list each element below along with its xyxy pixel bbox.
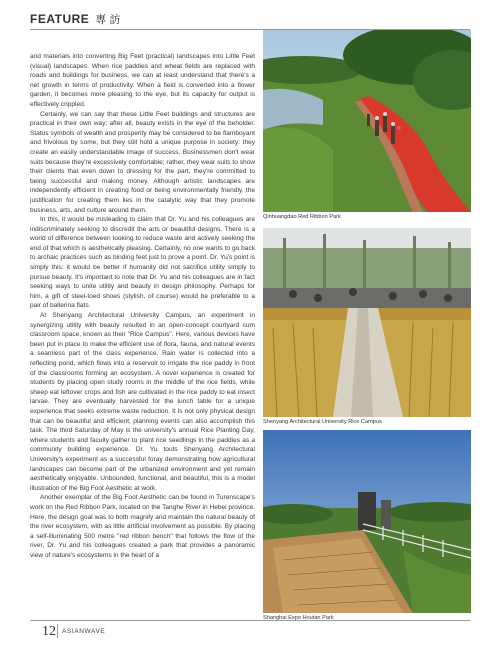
article-body <box>30 52 255 617</box>
article-paragraph: Another exemplar of the Big Foot Aesthetic can be found in Turenscape's work on the Red Ribbon Park, located on the Tanghe River in Hebei province. Here, the design goal was to both magnify and maintain the natural beauty of the river ecosystem, with as little artificial involvement as possible. By placing a self-illuminating 500 metre "red ribbon bench" that follows the flow of the river, Dr. Yu and his colleagues created a park that provides a panoramic view of nature's ecosystems in the heart of a <box>30 494 255 559</box>
article-paragraph: and materials into converting Big Feet (practical) landscapes into Little Feet (visual) landscapes. When rice paddies and wheat fields are replaced with roads and buildings for business, we can at least understand that there's a net growth in terms of productivity. When a field is converted into a flower garden, it becomes more pleasing to the eye, but its capacity for output is effectively crippled. <box>30 53 255 108</box>
photo-rice-campus <box>263 228 471 417</box>
section-label: FEATURE <box>30 12 90 26</box>
article-paragraph: Certainly, we can say that these Little Feet buildings and structures are practical in their own way; after all, beauty exists in the eye of the beholder. Status symbols of wealth and prosperity may be considered to be flamboyant and frivolous by some, but they still hold a unique purpose in society: they create an easily understandable image of success. Businessmen don't wear suits because they're excessively comfortable; rather, they wear suits to show their clients that even down to dressing for the part, they're committed to being successful and making money. Although artistic landscapes are independently efficient in creating food or being environmentally friendly, the justification for creating them lies in the catalytic way that they promote business, arts, and culture around them. <box>30 110 255 214</box>
photo-caption: Shanghai Expo Houtan Park <box>263 615 334 621</box>
photo-red-ribbon-park <box>263 30 471 212</box>
houtan-park-image <box>263 430 471 613</box>
article-paragraph: At Shenyang Architectural University Campus, an experiment in synergizing utility with beauty resulted in an open-concept courtyard cum classroom space, known as their "Rice Campus". Here, various devices have been put in place to make the efficient use of flora, fauna, and natural events a seamless part of the class experience. Rain water is collected into a reflecting pond, which flows into a reservoir to irrigate the rice paddy in front of the classrooms forming an ecosystem. A novel experience is created for students by placing open study rooms in the middle of the rice fields, while sheep eat leftover crops and fish are cultivated in the rice paddy to eat insect larvae. They are eventually harvested for the lunch table for a unique experience that seeks extreme waste reduction. It is not only physical design that can be beautiful and efficient; planning events can also accomplish this task. The third Saturday of May is the university's annual Rice Planting Day, where students and faculty gather to plant rice seedlings in the paddies as a community building experience. Dr. Yu touts Shenyang Architectural University's experiment as a successful foray demonstrating how agricultural landscapes can become part of the urbanized environment and yet remain aesthetically enjoyable. Unbounded, functional, and beautiful, this is a model illustration of the Big Foot Aesthetic at work. <box>30 312 255 492</box>
magazine-name: ASIANWAVE <box>62 628 106 635</box>
red-ribbon-park-image <box>263 30 471 212</box>
article-paragraph: In this, it would be misleading to claim that Dr. Yu and his colleagues are indiscriminately seeking to discredit the arts or beautiful designs. There is a world of difference between looking to reduce waste and actively seeking the end of that which is aesthetically pleasing. Certainly, no one wants to go back to archaic practices such as binding feet just to prove a point. Dr. Yu's point is simply this: it would be better if humanity did not sacrifice utility simply to pursue beauty. It's important to note that Dr. Yu and his colleagues are in fact seeking ways to unite utility and beauty in design philosophy. Perhaps for him, a gift of steel-toed shoes (stylish, of course) would be preferable to a pair of ballerina flats. <box>30 216 255 310</box>
page-number: 12 <box>42 624 56 639</box>
section-label-cjk: 專 訪 <box>95 14 121 26</box>
photo-caption: Shenyang Architectural University Rice Campus <box>263 419 382 425</box>
photo-caption: Qinhuangdao Red Ribbon Park <box>263 214 341 220</box>
photo-houtan-park <box>263 430 471 613</box>
page-header <box>30 10 470 28</box>
footer-rule <box>30 620 470 621</box>
footer-divider <box>57 624 58 638</box>
rice-campus-image <box>263 228 471 417</box>
